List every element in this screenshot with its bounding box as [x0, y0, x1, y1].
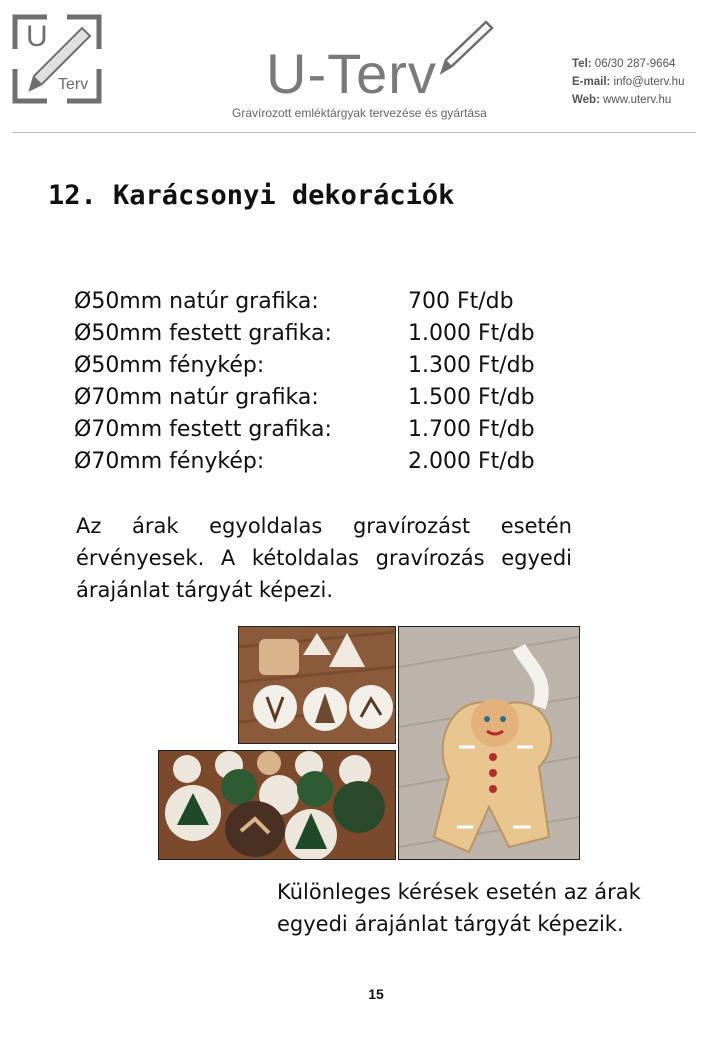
company-logo	[12, 14, 102, 104]
tagline: Gravírozott emléktárgyak tervezése és gyártása	[232, 106, 487, 120]
gingerbread-ornament-photo	[398, 626, 580, 860]
special-note-line: egyedi árajánlat tárgyát képezik.	[277, 912, 624, 936]
special-requests-note	[277, 876, 717, 940]
brand-name: U-Terv	[266, 42, 437, 105]
pencil-icon	[436, 18, 496, 78]
price-item: Ø50mm fénykép:	[74, 353, 265, 378]
price-item: Ø70mm natúr grafika:	[74, 385, 319, 410]
price-item: Ø70mm festett grafika:	[74, 417, 332, 442]
price-item: Ø50mm festett grafika:	[74, 321, 332, 346]
email-value: info@uterv.hu	[613, 76, 685, 88]
section-title: 12. Karácsonyi dekorációk	[48, 180, 455, 211]
price-item: Ø50mm natúr grafika:	[74, 289, 319, 314]
price-value: 1.300 Ft/db	[408, 353, 535, 378]
price-value: 1.700 Ft/db	[408, 417, 535, 442]
header-divider	[12, 132, 696, 133]
ornaments-photo-colored	[158, 750, 396, 860]
pricing-note: Az árak egyoldalas gravírozást esetén érvényesek. A kétoldalas gravírozás egyedi árajánlat tárgyát képezi.	[76, 514, 572, 602]
ornaments-photo-white	[238, 626, 396, 744]
price-value: 700 Ft/db	[408, 289, 514, 314]
email-label: E-mail:	[572, 76, 611, 88]
special-note-line: Különleges kérések esetén az árak	[277, 880, 641, 904]
price-value: 1.000 Ft/db	[408, 321, 535, 346]
price-value: 1.500 Ft/db	[408, 385, 535, 410]
logo-letter: U	[26, 20, 48, 53]
tel-label: Tel:	[572, 58, 592, 70]
page-number: 15	[368, 986, 384, 1002]
web-value: www.uterv.hu	[603, 94, 672, 106]
tel-value: 06/30 287-9664	[594, 58, 676, 70]
contact-block	[572, 55, 684, 109]
web-label: Web:	[572, 94, 600, 106]
logo-word: Terv	[58, 76, 89, 93]
price-value: 2.000 Ft/db	[408, 449, 535, 474]
price-item: Ø70mm fénykép:	[74, 449, 265, 474]
